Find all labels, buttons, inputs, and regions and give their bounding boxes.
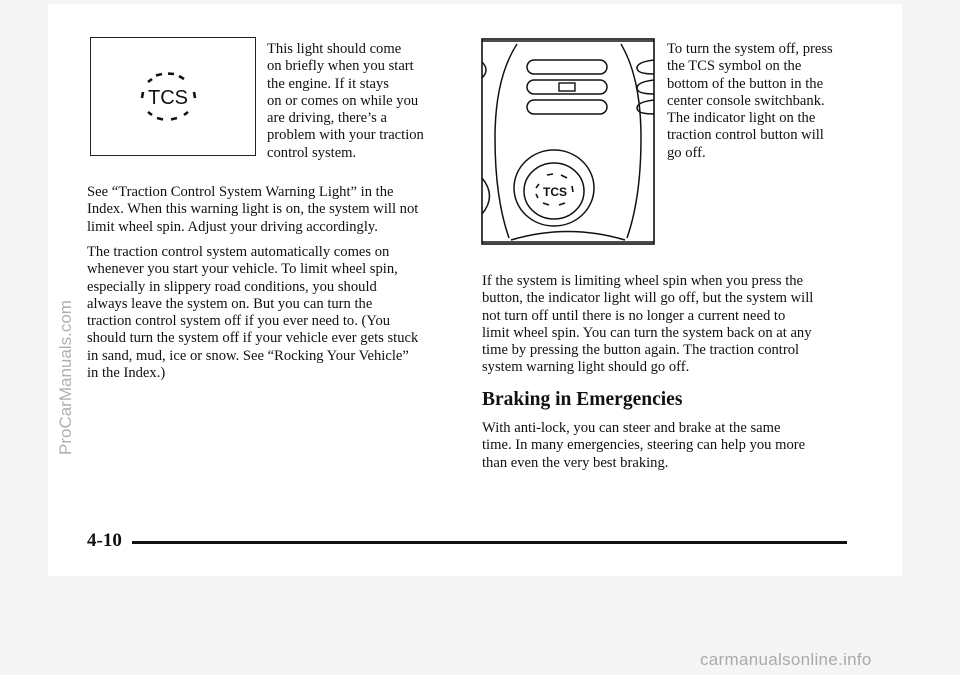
text-line: traction control system off if you ever need to. (You [87,313,391,330]
tcs-warning-light-icon [128,65,208,129]
text-line: Index. When this warning light is on, the system will not [87,201,419,218]
text-line: on briefly when you start [267,58,414,75]
text-line: are driving, there’s a [267,110,387,127]
side-watermark [50,150,78,460]
text-line: system warning light should go off. [482,359,690,376]
text-line: limit wheel spin. Adjust your driving accordingly. [87,218,378,235]
text-line: in the Index.) [87,365,166,382]
text-line: time by pressing the button again. The traction control [482,342,800,359]
side-watermark-text: ProCarManuals.com [56,300,75,455]
text-line: This light should come [267,41,402,57]
tcs-icon-label: TCS [148,87,188,109]
text-line: limit wheel spin. You can turn the system back on at any [482,324,812,341]
text-line: center console switchbank. [667,92,825,109]
text-line: time. In many emergencies, steering can help you more [482,437,806,454]
text-line: should turn the system off if your vehicle ever gets stuck [87,330,419,347]
bottom-watermark: carmanualsonline.info [700,650,872,669]
text-line: If the system is limiting wheel spin when you press the [482,273,804,289]
text-line: on or comes on while you [267,92,419,109]
page-number: 4-10 [87,530,122,551]
text-line: bottom of the button in the [667,75,824,92]
footer-rule [132,541,847,544]
paragraph-limiting-wheel-spin [482,273,813,377]
text-line: control system. [267,144,357,161]
text-line: problem with your traction [267,127,424,144]
text-line: than even the very best braking. [482,454,669,471]
section-heading: Braking in Emergencies [482,389,683,410]
warning-light-description [267,41,424,162]
text-line: The traction control system automatically comes on [87,244,390,260]
text-line: The indicator light on the [667,110,816,127]
text-line: always leave the system on. But you can turn the [87,295,373,312]
turn-off-instructions [667,41,833,162]
paragraph-braking [482,420,805,472]
text-line: especially in slippery road conditions, you should [87,278,377,295]
text-line: traction control button will [667,127,824,144]
paragraph-see-warning-light [87,184,418,236]
center-console-switchbank-illustration [481,38,655,245]
text-line: button, the indicator light will go off, but the system will [482,290,814,307]
text-line: go off. [667,144,706,161]
text-line: With anti-lock, you can steer and brake at the same [482,420,781,436]
text-line: in sand, mud, ice or snow. See “Rocking Your Vehicle” [87,347,409,364]
text-line: the engine. If it stays [267,75,389,92]
text-line: the TCS symbol on the [667,58,802,75]
text-line: See “Traction Control System Warning Light” in the [87,184,394,200]
paragraph-system-auto-on [87,244,418,382]
text-line: whenever you start your vehicle. To limit wheel spin, [87,261,398,278]
text-line: To turn the system off, press [667,41,833,57]
tcs-button-label: TCS [543,185,567,199]
text-line: not turn off until there is no longer a current need to [482,307,786,324]
